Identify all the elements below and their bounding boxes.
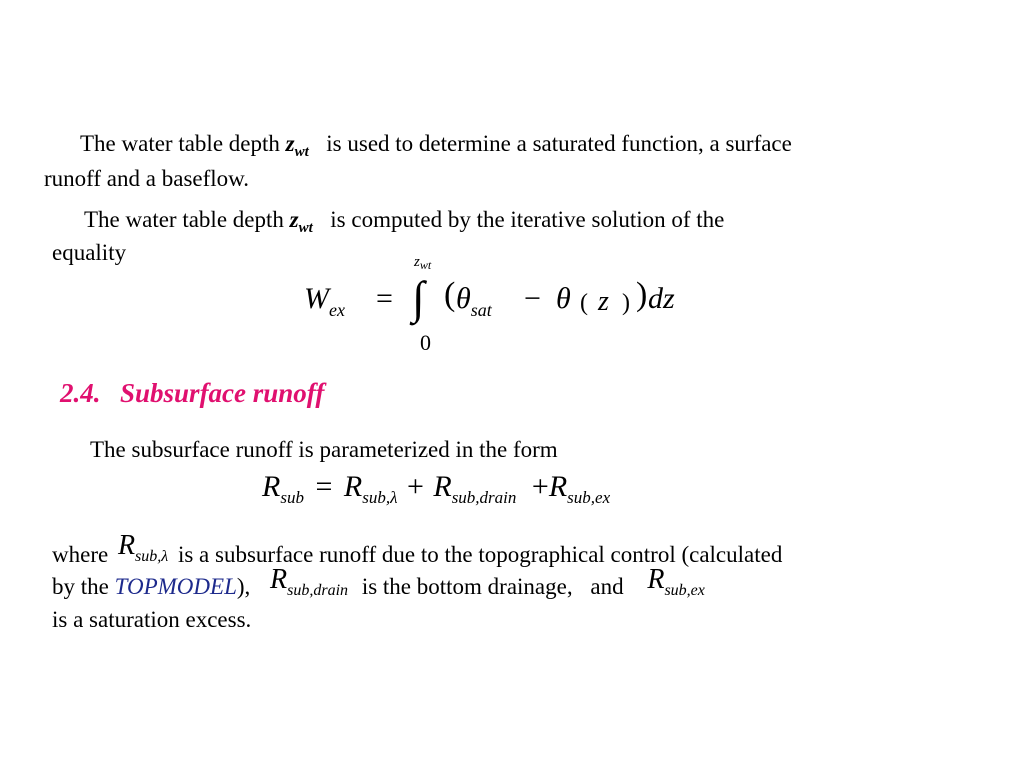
paragraph-2-line-2: equality	[52, 240, 127, 265]
section-heading	[60, 378, 324, 409]
eq1-theta: θ	[556, 282, 571, 315]
eq1-integral-sign: ∫	[412, 272, 425, 323]
section-number: 2.4.	[60, 378, 101, 408]
p4-r-sub-drain: $R_{sub,drain}$	[270, 564, 349, 599]
eq1-equals: =	[376, 282, 393, 315]
p2-text-after: is computed by the iterative solution of the	[330, 207, 725, 232]
eq1-arg-open: (	[580, 290, 588, 316]
eq1-theta-sat: $\theta_{sat}$	[456, 282, 492, 320]
p4-text-1: is a subsurface runoff due to the topographical control (calculated	[177, 542, 783, 567]
eq2-term-1: $R_{sub}$	[262, 470, 304, 507]
p1-text-after: is used to determine a saturated function, a surface	[326, 131, 792, 156]
eq1-upper-limit: $z_{wt}$	[414, 254, 432, 272]
paragraph-4-line-2	[52, 564, 705, 604]
p4-topmodel: TOPMODEL	[114, 574, 237, 599]
eq2-term-2: $R_{sub,\lambda}$	[343, 470, 398, 507]
eq1-close-paren: )	[636, 276, 648, 313]
eq1-open-paren: (	[444, 276, 456, 313]
eq1-lhs: $W_{ex}$	[304, 282, 345, 320]
paragraph-1-line-2: runoff and a baseflow.	[44, 166, 250, 191]
p4-where: where	[52, 542, 109, 567]
eq1-lower-limit: 0	[420, 330, 431, 355]
p1-text-before: The water table depth	[80, 131, 280, 156]
equation-subsurface-sum	[262, 470, 611, 507]
p4-r-sub-lambda: $R_{sub,\lambda}$	[117, 530, 169, 565]
section-title: Subsurface runoff	[120, 378, 325, 408]
paragraph-2-line-1	[84, 206, 724, 237]
p4-paren-close: ),	[236, 574, 251, 599]
eq1-arg-close: )	[622, 290, 630, 316]
paragraph-4-line-3: is a saturation excess.	[52, 607, 252, 632]
p4-text-2: is the bottom drainage,	[361, 574, 573, 599]
eq2-term-3: $R_{sub,drain}$	[433, 470, 517, 507]
p4-and: and	[590, 574, 624, 599]
p2-text-before: The water table depth	[84, 207, 284, 232]
p2-variable: $z_{wt}$	[289, 207, 313, 236]
p1-variable: $z_{wt}$	[285, 131, 309, 160]
paragraph-3: The subsurface runoff is parameterized in the form	[90, 437, 558, 462]
eq1-arg: z	[598, 286, 609, 317]
paragraph-1-line-1	[80, 130, 792, 161]
eq2-plus-2: +	[531, 470, 549, 503]
eq1-dz: dz	[648, 282, 675, 315]
eq2-equals: =	[315, 470, 333, 503]
eq2-term-4: $R_{sub,ex}$	[548, 470, 611, 507]
p4-r-sub-ex: $R_{sub,ex}$	[647, 564, 705, 599]
eq2-plus-1: +	[406, 470, 424, 503]
eq1-minus: −	[524, 282, 541, 315]
p4-by-the: by the	[52, 574, 109, 599]
